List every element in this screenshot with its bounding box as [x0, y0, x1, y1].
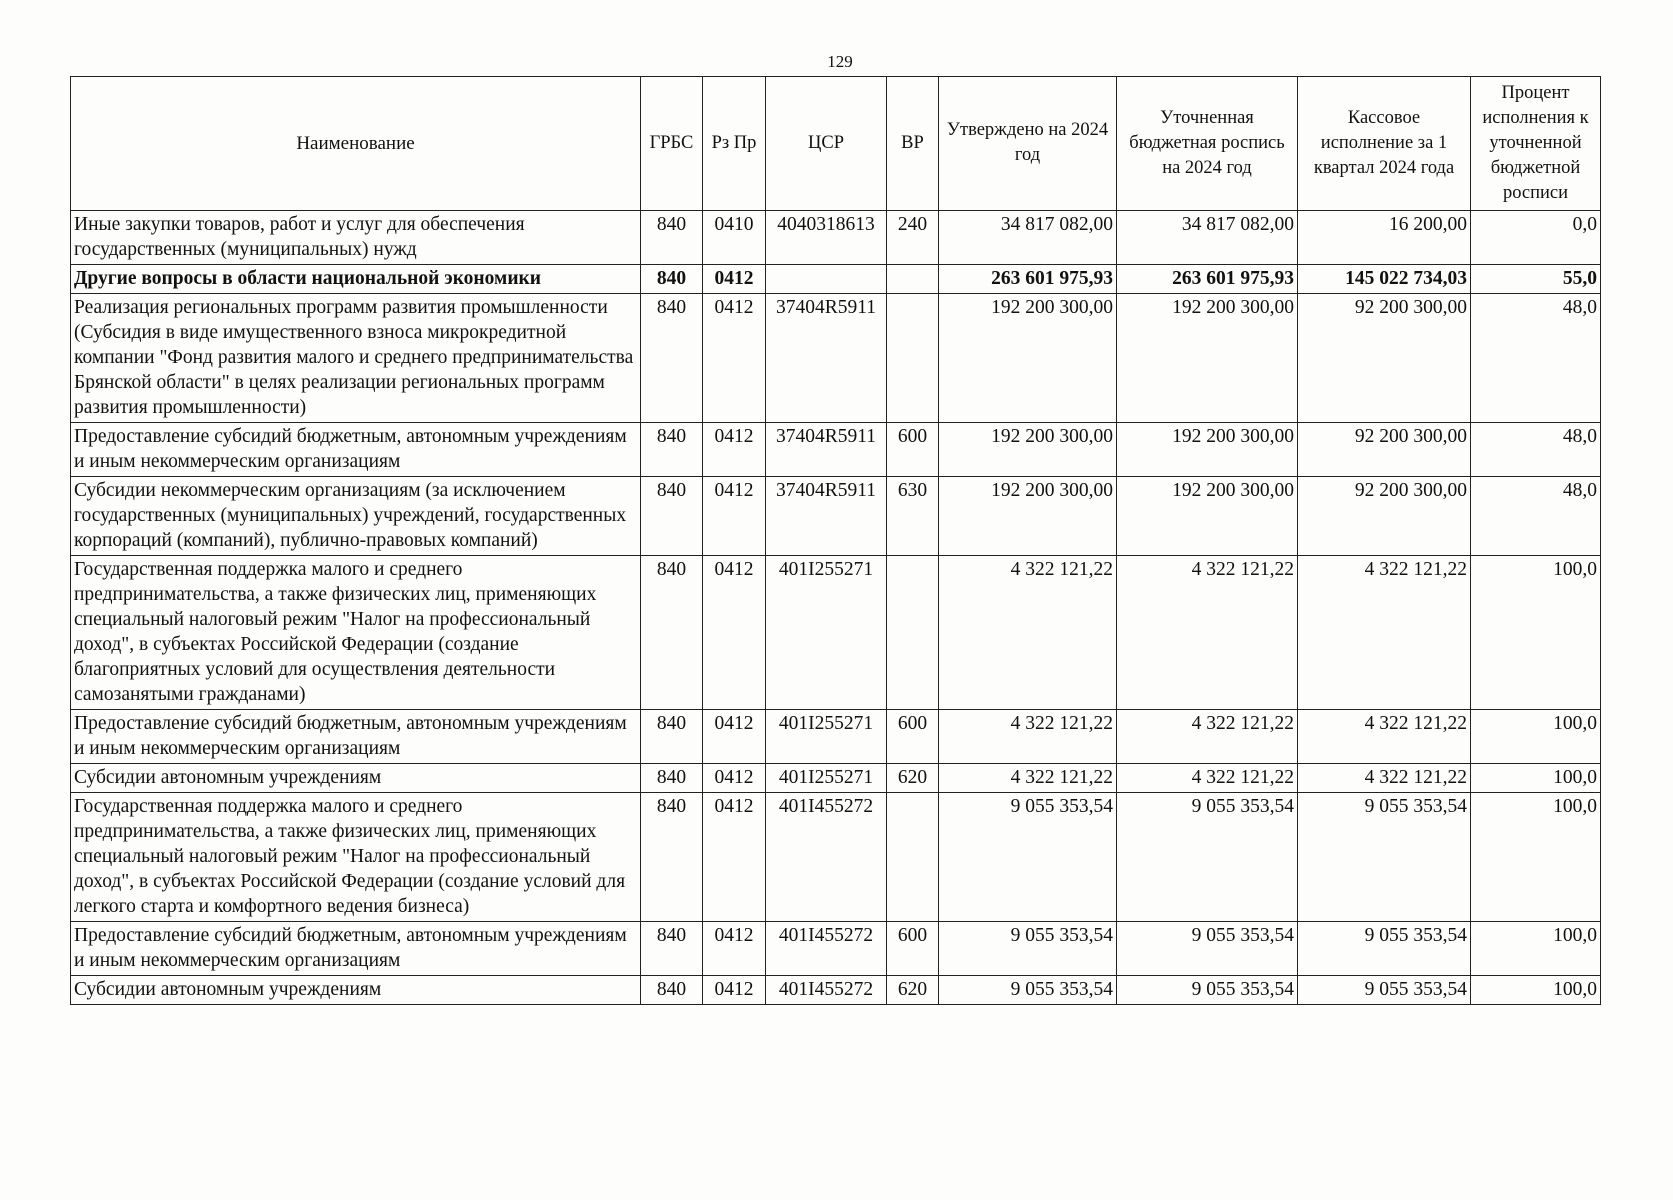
- table-row: [71, 211, 1601, 265]
- cell-grbs: 840: [641, 922, 703, 976]
- cell-refined: 192 200 300,00: [1117, 423, 1298, 477]
- table-header: [71, 77, 1601, 211]
- header-grbs: ГРБС: [641, 77, 703, 211]
- table-body: [71, 211, 1601, 1005]
- cell-refined: 9 055 353,54: [1117, 976, 1298, 1005]
- cell-percent: 48,0: [1471, 477, 1601, 556]
- cell-rzpr: 0412: [703, 423, 766, 477]
- header-refined: Уточненная бюджетная роспись на 2024 год: [1117, 77, 1298, 211]
- cell-name: Предоставление субсидий бюджетным, автономным учреждениям и иным некоммерческим организациям: [71, 423, 641, 477]
- cell-vr: 240: [887, 211, 939, 265]
- cell-approved: 4 322 121,22: [939, 710, 1117, 764]
- cell-grbs: 840: [641, 793, 703, 922]
- header-row: [71, 77, 1601, 211]
- table-row: [71, 556, 1601, 710]
- cell-approved: 263 601 975,93: [939, 265, 1117, 294]
- cell-cash: 9 055 353,54: [1298, 922, 1471, 976]
- table-row: [71, 922, 1601, 976]
- cell-vr: 620: [887, 764, 939, 793]
- cell-percent: 100,0: [1471, 764, 1601, 793]
- cell-rzpr: 0412: [703, 976, 766, 1005]
- cell-name: Иные закупки товаров, работ и услуг для обеспечения государственных (муниципальных) нужд: [71, 211, 641, 265]
- table-row: [71, 710, 1601, 764]
- cell-name: Предоставление субсидий бюджетным, автономным учреждениям и иным некоммерческим организациям: [71, 710, 641, 764]
- header-percent: Процент исполнения к уточненной бюджетной росписи: [1471, 77, 1601, 211]
- cell-percent: 0,0: [1471, 211, 1601, 265]
- cell-csr: 37404R5911: [766, 477, 887, 556]
- cell-percent: 48,0: [1471, 294, 1601, 423]
- cell-cash: 92 200 300,00: [1298, 423, 1471, 477]
- cell-grbs: 840: [641, 265, 703, 294]
- cell-csr: [766, 265, 887, 294]
- cell-name: Субсидии автономным учреждениям: [71, 976, 641, 1005]
- table-row: [71, 976, 1601, 1005]
- header-approved: Утверждено на 2024 год: [939, 77, 1117, 211]
- cell-percent: 100,0: [1471, 976, 1601, 1005]
- table-row: [71, 477, 1601, 556]
- cell-refined: 9 055 353,54: [1117, 793, 1298, 922]
- cell-approved: 9 055 353,54: [939, 793, 1117, 922]
- cell-vr: 630: [887, 477, 939, 556]
- cell-csr: 37404R5911: [766, 423, 887, 477]
- cell-grbs: 840: [641, 764, 703, 793]
- cell-rzpr: 0412: [703, 477, 766, 556]
- cell-vr: 600: [887, 423, 939, 477]
- cell-cash: 4 322 121,22: [1298, 710, 1471, 764]
- cell-rzpr: 0412: [703, 556, 766, 710]
- cell-name: Государственная поддержка малого и среднего предпринимательства, а также физических лиц, применяющих специальный налоговый режим "Налог на профессиональный доход", в субъектах Российской Федерации (создание благоприятных условий для осуществления деятельности самозанятыми гражданами): [71, 556, 641, 710]
- cell-refined: 4 322 121,22: [1117, 764, 1298, 793]
- cell-csr: 4040318613: [766, 211, 887, 265]
- cell-grbs: 840: [641, 294, 703, 423]
- cell-refined: 9 055 353,54: [1117, 922, 1298, 976]
- cell-refined: 4 322 121,22: [1117, 556, 1298, 710]
- cell-grbs: 840: [641, 423, 703, 477]
- cell-rzpr: 0412: [703, 294, 766, 423]
- cell-grbs: 840: [641, 976, 703, 1005]
- cell-grbs: 840: [641, 211, 703, 265]
- cell-percent: 100,0: [1471, 793, 1601, 922]
- cell-refined: 34 817 082,00: [1117, 211, 1298, 265]
- cell-approved: 9 055 353,54: [939, 922, 1117, 976]
- table-row-total: [71, 265, 1601, 294]
- cell-rzpr: 0412: [703, 265, 766, 294]
- cell-name: Субсидии некоммерческим организациям (за исключением государственных (муниципальных) учреждений, государственных корпораций (компаний), публично-правовых компаний): [71, 477, 641, 556]
- cell-refined: 192 200 300,00: [1117, 294, 1298, 423]
- cell-percent: 100,0: [1471, 922, 1601, 976]
- cell-cash: 4 322 121,22: [1298, 556, 1471, 710]
- cell-approved: 192 200 300,00: [939, 477, 1117, 556]
- cell-rzpr: 0412: [703, 922, 766, 976]
- cell-csr: 401I455272: [766, 976, 887, 1005]
- cell-csr: 401I255271: [766, 556, 887, 710]
- cell-rzpr: 0412: [703, 710, 766, 764]
- cell-vr: 620: [887, 976, 939, 1005]
- cell-percent: 100,0: [1471, 710, 1601, 764]
- header-vr: ВР: [887, 77, 939, 211]
- cell-cash: 16 200,00: [1298, 211, 1471, 265]
- cell-grbs: 840: [641, 556, 703, 710]
- cell-refined: 263 601 975,93: [1117, 265, 1298, 294]
- cell-grbs: 840: [641, 710, 703, 764]
- cell-grbs: 840: [641, 477, 703, 556]
- cell-percent: 100,0: [1471, 556, 1601, 710]
- cell-name: Другие вопросы в области национальной экономики: [71, 265, 641, 294]
- cell-approved: 34 817 082,00: [939, 211, 1117, 265]
- cell-approved: 4 322 121,22: [939, 764, 1117, 793]
- table-row: [71, 764, 1601, 793]
- cell-name: Реализация региональных программ развития промышленности (Субсидия в виде имущественного взноса микрокредитной компании "Фонд развития малого и среднего предпринимательства Брянской области" в целях реализации региональных программ развития промышленности): [71, 294, 641, 423]
- cell-vr: [887, 556, 939, 710]
- cell-cash: 9 055 353,54: [1298, 976, 1471, 1005]
- cell-refined: 192 200 300,00: [1117, 477, 1298, 556]
- cell-vr: [887, 793, 939, 922]
- cell-rzpr: 0412: [703, 764, 766, 793]
- cell-csr: 401I455272: [766, 793, 887, 922]
- cell-approved: 4 322 121,22: [939, 556, 1117, 710]
- cell-cash: 4 322 121,22: [1298, 764, 1471, 793]
- cell-percent: 55,0: [1471, 265, 1601, 294]
- cell-csr: 401I255271: [766, 710, 887, 764]
- cell-name: Предоставление субсидий бюджетным, автономным учреждениям и иным некоммерческим организациям: [71, 922, 641, 976]
- cell-vr: [887, 294, 939, 423]
- cell-vr: 600: [887, 710, 939, 764]
- cell-rzpr: 0412: [703, 793, 766, 922]
- cell-cash: 145 022 734,03: [1298, 265, 1471, 294]
- cell-approved: 192 200 300,00: [939, 423, 1117, 477]
- header-cash: Кассовое исполнение за 1 квартал 2024 года: [1298, 77, 1471, 211]
- page-number: 129: [827, 52, 853, 71]
- cell-approved: 9 055 353,54: [939, 976, 1117, 1005]
- cell-name: Государственная поддержка малого и среднего предпринимательства, а также физических лиц, применяющих специальный налоговый режим "Налог на профессиональный доход", в субъектах Российской Федерации (создание условий для легкого старта и комфортного ведения бизнеса): [71, 793, 641, 922]
- header-rzpr: Рз Пр: [703, 77, 766, 211]
- cell-rzpr: 0410: [703, 211, 766, 265]
- cell-vr: 600: [887, 922, 939, 976]
- cell-vr: [887, 265, 939, 294]
- header-csr: ЦСР: [766, 77, 887, 211]
- header-name: Наименование: [71, 77, 641, 211]
- budget-table: [70, 76, 1601, 1005]
- cell-refined: 4 322 121,22: [1117, 710, 1298, 764]
- cell-percent: 48,0: [1471, 423, 1601, 477]
- cell-cash: 92 200 300,00: [1298, 477, 1471, 556]
- cell-name: Субсидии автономным учреждениям: [71, 764, 641, 793]
- cell-cash: 9 055 353,54: [1298, 793, 1471, 922]
- cell-csr: 37404R5911: [766, 294, 887, 423]
- table-row: [71, 793, 1601, 922]
- table-row: [71, 423, 1601, 477]
- cell-cash: 92 200 300,00: [1298, 294, 1471, 423]
- table-row: [71, 294, 1601, 423]
- cell-csr: 401I255271: [766, 764, 887, 793]
- cell-csr: 401I455272: [766, 922, 887, 976]
- cell-approved: 192 200 300,00: [939, 294, 1117, 423]
